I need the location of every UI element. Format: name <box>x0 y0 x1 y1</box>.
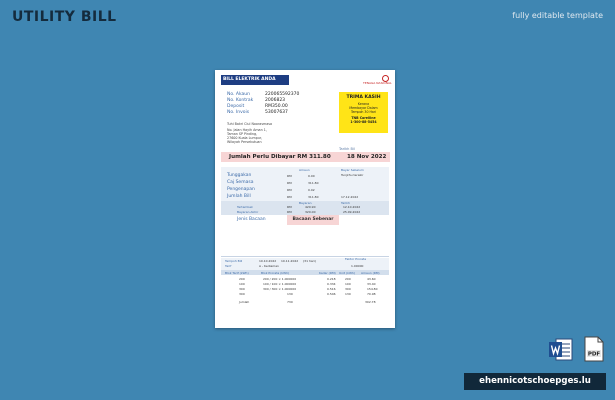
contract-label: No. Kontrak <box>227 98 254 103</box>
summary-row-currency: RM <box>287 195 292 199</box>
summary-amount-head: Amaun <box>299 168 310 172</box>
due-label: Tarikh Bil <box>339 147 355 151</box>
payment-date: 12.10.2022 <box>343 205 361 209</box>
summary-row-amount: 311.80 <box>308 195 319 199</box>
summary-row-label: Jumlah Bill <box>227 194 251 199</box>
payment-amount: 420.90 <box>305 205 316 209</box>
table-cell: 300 <box>345 287 351 291</box>
summary-row-amount: 311.80 <box>308 181 319 185</box>
summary-row-amount: 0.00 <box>308 174 315 178</box>
table-cell: 300 / 300 × 1.000000 <box>263 287 297 291</box>
period-from: 10.10.2022 <box>259 259 277 263</box>
payments-head: Bayaran <box>299 201 312 205</box>
thank-you-box <box>339 92 388 133</box>
table-cell: 0.546 <box>327 292 336 296</box>
customer-name: Tuhi Bakri Ciul Noorasmasa <box>227 122 273 126</box>
summary-paybefore-head: Bayar Sebelum <box>341 168 364 172</box>
summary-row-note: 17.12.2022 <box>341 195 359 199</box>
prorate-label: Faktor Prorata <box>345 257 367 261</box>
payment-label: Bayaran Akhir <box>237 210 259 214</box>
table-head: Amaun (RM) <box>361 271 380 275</box>
svg-text:PDF: PDF <box>587 351 601 358</box>
table-head: Blok Tarif (kWh) <box>225 271 249 275</box>
payment-amount: 320.00 <box>305 210 316 214</box>
bill-paper <box>215 70 395 328</box>
period-days: (31 hari) <box>303 259 316 263</box>
table-total-label: Jumlah <box>239 300 250 304</box>
thank-you-line-3: Tempoh 30 Hari <box>350 110 377 114</box>
table-cell: 300 <box>239 287 245 291</box>
table-cell: 300 <box>239 292 245 296</box>
payment-currency: RM <box>287 205 292 209</box>
contract-value: 2006823 <box>265 98 286 103</box>
table-cell: 0.334 <box>327 282 336 286</box>
tariff-label: Tarif <box>225 264 232 268</box>
table-cell: 130 <box>287 292 293 296</box>
page-title: UTILITY BILL <box>12 9 117 25</box>
table-head: Unit (kWh) <box>339 271 356 275</box>
thank-you-line-1: Kerana <box>357 102 370 106</box>
table-cell: 154.80 <box>367 287 378 291</box>
table-cell: 0.218 <box>327 277 336 281</box>
customer-address-1: No. Jalan Hayih Aman 1, <box>227 128 267 132</box>
table-cell: 70.98 <box>367 292 376 296</box>
period-label: Tempoh Bill <box>225 259 243 263</box>
deposit-value: RM350.00 <box>265 104 288 109</box>
customer-address-4: Wilayah Persekutuan <box>227 140 262 144</box>
table-head: Blok Prorata (kWh) <box>261 271 290 275</box>
careline-number: 1-300-88-5454 <box>350 120 377 124</box>
invoice-label: No. Invois <box>227 110 250 115</box>
table-total-units: 730 <box>287 300 293 304</box>
thank-you-title: TRIMA KASIH <box>346 95 381 100</box>
payment-currency: RM <box>287 210 292 214</box>
prorate-value: 1.00000 <box>351 264 364 268</box>
table-cell: 0.516 <box>327 287 336 291</box>
invoice-value: 53007637 <box>265 110 288 115</box>
utility-logo <box>363 75 392 87</box>
account-label: No. Akaun <box>227 92 250 97</box>
summary-row-amount: 0.02 <box>308 188 315 192</box>
table-cell: 200 <box>239 277 245 281</box>
summary-row-note: Tunjkhu terakir <box>341 173 364 177</box>
page-subtitle: fully editable template <box>512 11 603 20</box>
payment-label: Tertambak <box>237 205 253 209</box>
table-cell: 33.40 <box>367 282 376 286</box>
customer-address-3: 27600 Kuala Lumpur, <box>227 136 263 140</box>
pdf-doc-icon[interactable] <box>584 336 604 362</box>
table-head: Kadar (RM) <box>319 271 336 275</box>
summary-row-currency: RM <box>287 188 292 192</box>
brand-banner: ehennicotschoepges.lu <box>464 373 606 390</box>
account-value: 220065592370 <box>265 92 300 97</box>
summary-row-currency: RM <box>287 181 292 185</box>
table-total-amount: 302.78 <box>365 300 376 304</box>
table-cell: 200 / 200 × 1.000000 <box>263 277 297 281</box>
thank-you-line-2: Membayar Dalam <box>349 106 378 110</box>
deposit-label: Deposit <box>227 104 245 109</box>
summary-row-label: Pengenapan <box>227 187 255 192</box>
payments-date-head: Tarikh <box>341 201 350 205</box>
reading-type-value: Bacaan Sebenar <box>287 215 339 225</box>
table-cell: 100 <box>239 282 245 286</box>
amount-due: Jumlah Perlu Dibayar RM 311.80 <box>229 154 331 160</box>
tariff-value: A - Kediaman <box>259 264 279 268</box>
due-date: 18 Nov 2022 <box>347 154 387 160</box>
customer-address-2: Taman SP Pinding, <box>227 132 258 136</box>
summary-row-label: Tunggakan <box>227 173 252 178</box>
bill-header: BILL ELEKTRIK ANDA <box>221 75 289 85</box>
summary-row-label: Caj Semasa <box>227 180 254 185</box>
payment-date: 25.09.2022 <box>343 210 361 214</box>
logo-text: TENAGA NASIONAL <box>363 81 392 85</box>
table-cell: 43.60 <box>367 277 376 281</box>
table-cell: 100 / 100 × 1.000000 <box>263 282 297 286</box>
table-cell: 130 <box>345 292 351 296</box>
reading-type-label: Jenis Bacaan <box>237 217 266 222</box>
period-to: 10.11.2022 <box>281 259 299 263</box>
word-doc-icon[interactable] <box>549 338 573 361</box>
summary-row-currency: RM <box>287 174 292 178</box>
table-cell: 200 <box>345 277 351 281</box>
careline-label: TNB Carelline <box>351 116 376 120</box>
table-cell: 100 <box>345 282 351 286</box>
